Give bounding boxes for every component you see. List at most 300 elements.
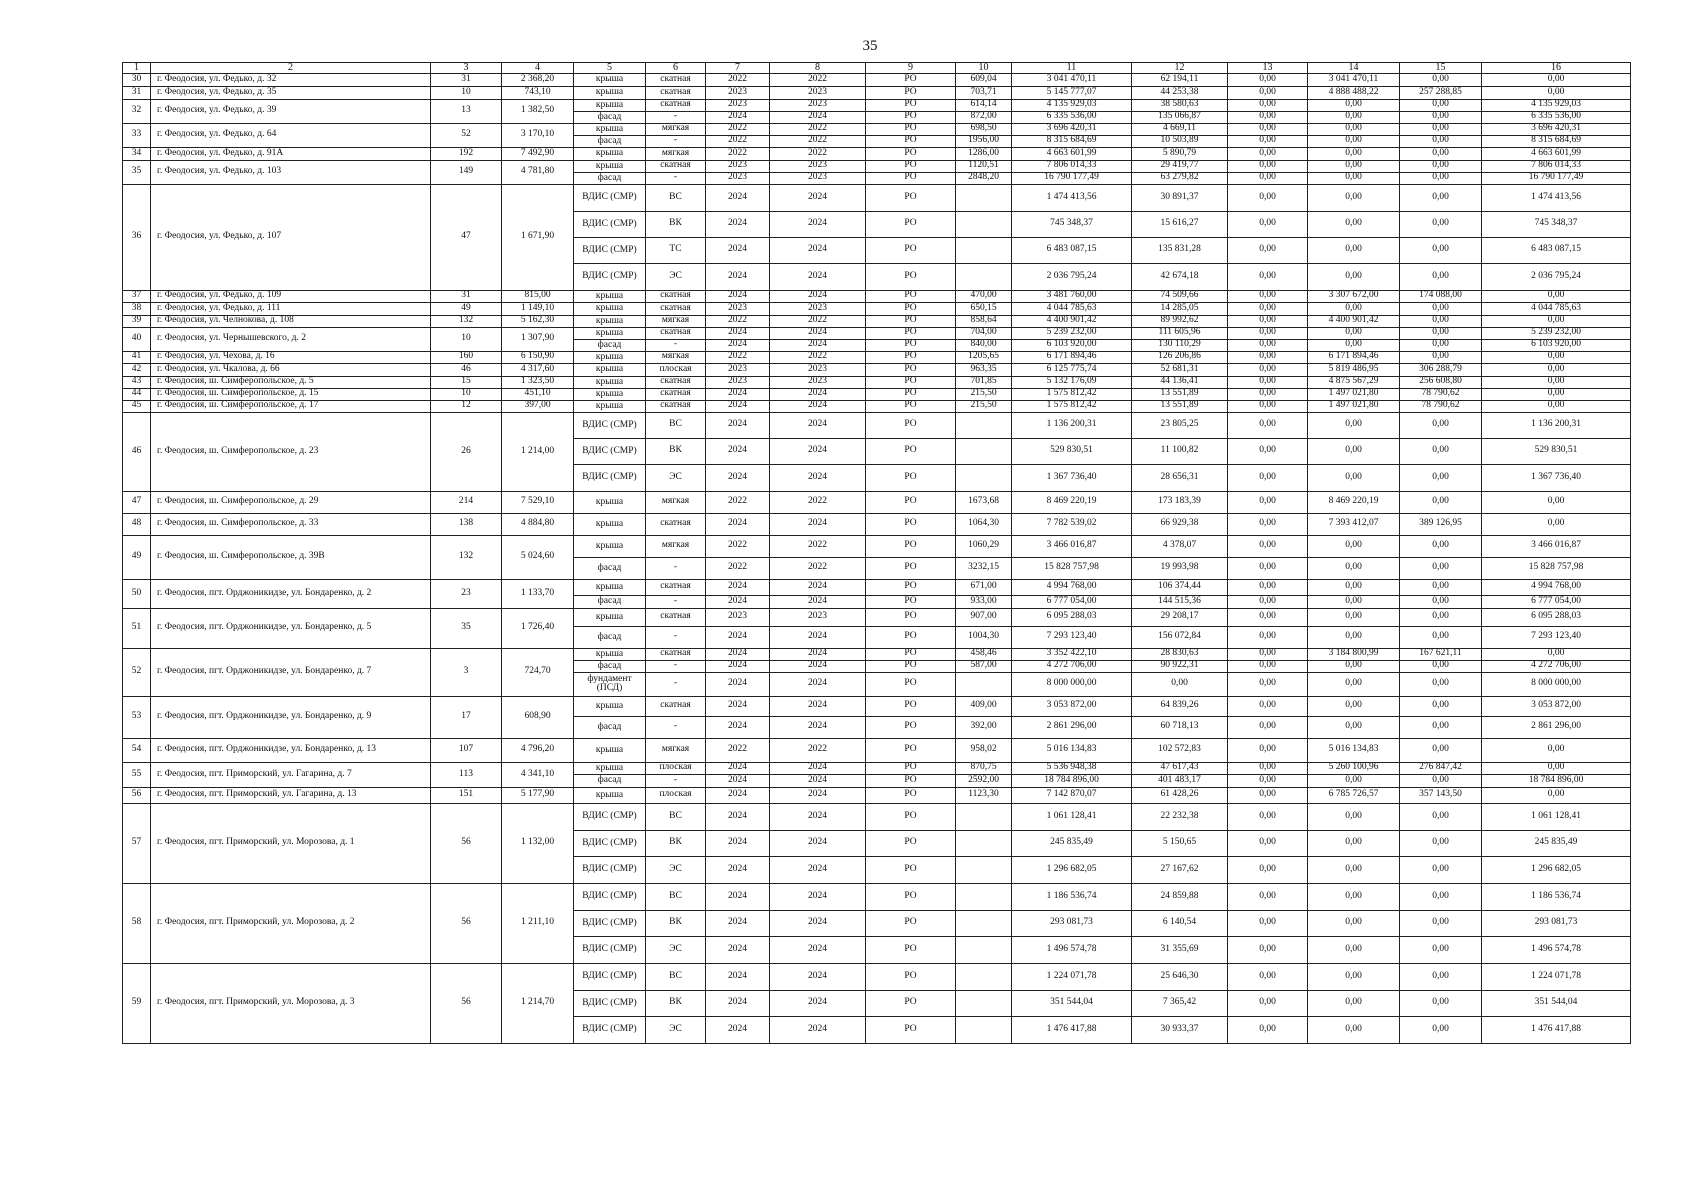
- year-done: 2022: [770, 738, 866, 762]
- fund-owners: 4 663 601,99: [1482, 147, 1631, 160]
- executor: РО: [866, 626, 956, 648]
- fund-federal: 0,00: [1228, 716, 1308, 738]
- fund-federal: 0,00: [1228, 111, 1308, 123]
- fund-federal: 0,00: [1228, 263, 1308, 290]
- cost-total: 5 145 777,07: [1012, 86, 1132, 99]
- row-number: 36: [123, 184, 151, 290]
- cost-total: 7 782 539,02: [1012, 513, 1132, 535]
- row-number: 56: [123, 787, 151, 803]
- volume: 1673,68: [956, 491, 1012, 513]
- executor: РО: [866, 595, 956, 608]
- cost-per-unit: 29 208,17: [1132, 608, 1228, 626]
- executor: РО: [866, 147, 956, 160]
- work-subtype: ЭС: [646, 936, 706, 963]
- year-done: 2024: [770, 464, 866, 491]
- cost-per-unit: 47 617,43: [1132, 762, 1228, 774]
- fund-federal: 0,00: [1228, 438, 1308, 464]
- cost-total: 1 575 812,42: [1012, 400, 1132, 412]
- table-row: [123, 696, 1631, 716]
- fund-regional: 0,00: [1308, 147, 1400, 160]
- column-number-6: 6: [646, 63, 706, 74]
- executor: РО: [866, 327, 956, 339]
- cost-per-unit: 62 194,11: [1132, 73, 1228, 86]
- work-type: ВДИС (СМР): [574, 856, 646, 883]
- cost-per-unit: 74 509,66: [1132, 290, 1228, 302]
- house-address: г. Феодосия, ул. Федько, д. 107: [151, 184, 431, 290]
- column-number-7: 7: [706, 63, 770, 74]
- fund-owners: 2 861 296,00: [1482, 716, 1631, 738]
- house-area: 743,10: [502, 86, 574, 99]
- year-done: 2024: [770, 327, 866, 339]
- fund-local: 0,00: [1400, 412, 1482, 438]
- cost-per-unit: 11 100,82: [1132, 438, 1228, 464]
- cost-per-unit: 23 805,25: [1132, 412, 1228, 438]
- fund-local: 0,00: [1400, 237, 1482, 263]
- fund-regional: 6 171 894,46: [1308, 351, 1400, 363]
- executor: РО: [866, 290, 956, 302]
- fund-federal: 0,00: [1228, 626, 1308, 648]
- executor: РО: [866, 400, 956, 412]
- row-number: 48: [123, 513, 151, 535]
- executor: РО: [866, 135, 956, 147]
- volume: 1286,00: [956, 147, 1012, 160]
- house-address: г. Феодосия, ш. Симферопольское, д. 33: [151, 513, 431, 535]
- work-subtype: скатная: [646, 648, 706, 660]
- volume: 587,00: [956, 660, 1012, 672]
- volume: 933,00: [956, 595, 1012, 608]
- volume: 671,00: [956, 579, 1012, 595]
- fund-federal: 0,00: [1228, 135, 1308, 147]
- cost-total: 5 536 948,38: [1012, 762, 1132, 774]
- cost-total: 1 224 071,78: [1012, 963, 1132, 990]
- cost-per-unit: 28 830,63: [1132, 648, 1228, 660]
- year-plan: 2024: [706, 910, 770, 936]
- fund-owners: 8 315 684,69: [1482, 135, 1631, 147]
- fund-regional: 0,00: [1308, 237, 1400, 263]
- fund-federal: 0,00: [1228, 363, 1308, 376]
- fund-local: 0,00: [1400, 1016, 1482, 1043]
- work-subtype: скатная: [646, 513, 706, 535]
- column-number-8: 8: [770, 63, 866, 74]
- fund-owners: 15 828 757,98: [1482, 557, 1631, 579]
- house-address: г. Феодосия, ул. Федько, д. 35: [151, 86, 431, 99]
- executor: РО: [866, 990, 956, 1016]
- work-subtype: скатная: [646, 696, 706, 716]
- work-subtype: скатная: [646, 99, 706, 111]
- year-done: 2024: [770, 787, 866, 803]
- fund-owners: 1 367 736,40: [1482, 464, 1631, 491]
- volume: 963,35: [956, 363, 1012, 376]
- capital-repair-table: [122, 62, 1631, 1044]
- cost-per-unit: 44 136,41: [1132, 376, 1228, 388]
- house-address: г. Феодосия, пгт. Приморский, ул. Гагарина, д. 13: [151, 787, 431, 803]
- fund-regional: 7 393 412,07: [1308, 513, 1400, 535]
- year-done: 2024: [770, 696, 866, 716]
- cost-total: 4 400 901,42: [1012, 315, 1132, 327]
- cost-total: 6 103 920,00: [1012, 339, 1132, 351]
- year-done: 2024: [770, 626, 866, 648]
- year-done: 2023: [770, 302, 866, 315]
- fund-regional: 0,00: [1308, 184, 1400, 211]
- executor: РО: [866, 774, 956, 787]
- table-row: [123, 363, 1631, 376]
- apartments-count: 132: [431, 315, 502, 327]
- table-row: [123, 803, 1631, 830]
- fund-owners: 5 239 232,00: [1482, 327, 1631, 339]
- fund-federal: 0,00: [1228, 1016, 1308, 1043]
- executor: РО: [866, 883, 956, 910]
- volume: 698,50: [956, 123, 1012, 135]
- fund-federal: 0,00: [1228, 910, 1308, 936]
- house-address: г. Феодосия, ул. Федько, д. 91А: [151, 147, 431, 160]
- table-row: [123, 73, 1631, 86]
- apartments-count: 56: [431, 803, 502, 883]
- table-row: [123, 963, 1631, 990]
- fund-owners: 0,00: [1482, 400, 1631, 412]
- volume: [956, 963, 1012, 990]
- year-plan: 2024: [706, 513, 770, 535]
- fund-local: 0,00: [1400, 160, 1482, 172]
- executor: РО: [866, 1016, 956, 1043]
- fund-owners: 1 296 682,05: [1482, 856, 1631, 883]
- row-number: 46: [123, 412, 151, 491]
- year-plan: 2022: [706, 73, 770, 86]
- volume: [956, 936, 1012, 963]
- cost-total: 15 828 757,98: [1012, 557, 1132, 579]
- row-number: 55: [123, 762, 151, 787]
- table-row: [123, 648, 1631, 660]
- work-subtype: -: [646, 660, 706, 672]
- cost-per-unit: 61 428,26: [1132, 787, 1228, 803]
- house-area: 7 529,10: [502, 491, 574, 513]
- cost-total: 529 830,51: [1012, 438, 1132, 464]
- fund-local: 357 143,50: [1400, 787, 1482, 803]
- fund-federal: 0,00: [1228, 302, 1308, 315]
- fund-federal: 0,00: [1228, 762, 1308, 774]
- fund-owners: 6 095 288,03: [1482, 608, 1631, 626]
- work-type: крыша: [574, 147, 646, 160]
- cost-per-unit: 19 993,98: [1132, 557, 1228, 579]
- apartments-count: 26: [431, 412, 502, 491]
- fund-local: 78 790,62: [1400, 388, 1482, 400]
- cost-total: 2 861 296,00: [1012, 716, 1132, 738]
- volume: 907,00: [956, 608, 1012, 626]
- cost-per-unit: 13 551,89: [1132, 388, 1228, 400]
- year-plan: 2024: [706, 464, 770, 491]
- volume: 958,02: [956, 738, 1012, 762]
- work-subtype: -: [646, 716, 706, 738]
- cost-per-unit: 38 580,63: [1132, 99, 1228, 111]
- row-number: 42: [123, 363, 151, 376]
- fund-local: 0,00: [1400, 111, 1482, 123]
- column-number-4: 4: [502, 63, 574, 74]
- work-subtype: скатная: [646, 376, 706, 388]
- fund-owners: 7 806 014,33: [1482, 160, 1631, 172]
- year-plan: 2022: [706, 738, 770, 762]
- volume: 1956,00: [956, 135, 1012, 147]
- fund-owners: 293 081,73: [1482, 910, 1631, 936]
- column-number-10: 10: [956, 63, 1012, 74]
- house-address: г. Феодосия, ш. Симферопольское, д. 17: [151, 400, 431, 412]
- fund-federal: 0,00: [1228, 86, 1308, 99]
- year-plan: 2024: [706, 388, 770, 400]
- fund-local: 0,00: [1400, 696, 1482, 716]
- cost-total: 4 135 929,03: [1012, 99, 1132, 111]
- cost-total: 3 481 760,00: [1012, 290, 1132, 302]
- year-plan: 2022: [706, 135, 770, 147]
- fund-owners: 0,00: [1482, 86, 1631, 99]
- fund-owners: 16 790 177,49: [1482, 172, 1631, 184]
- volume: 3232,15: [956, 557, 1012, 579]
- fund-owners: 0,00: [1482, 363, 1631, 376]
- executor: РО: [866, 787, 956, 803]
- fund-owners: 0,00: [1482, 290, 1631, 302]
- fund-local: 0,00: [1400, 626, 1482, 648]
- year-plan: 2024: [706, 803, 770, 830]
- volume: 458,46: [956, 648, 1012, 660]
- fund-owners: 0,00: [1482, 738, 1631, 762]
- fund-federal: 0,00: [1228, 412, 1308, 438]
- work-subtype: мягкая: [646, 535, 706, 557]
- fund-regional: 0,00: [1308, 774, 1400, 787]
- work-subtype: мягкая: [646, 123, 706, 135]
- work-subtype: ВС: [646, 883, 706, 910]
- work-subtype: ВС: [646, 803, 706, 830]
- house-area: 5 177,90: [502, 787, 574, 803]
- cost-per-unit: 13 551,89: [1132, 400, 1228, 412]
- cost-per-unit: 135 066,87: [1132, 111, 1228, 123]
- work-type: фасад: [574, 111, 646, 123]
- fund-regional: 0,00: [1308, 438, 1400, 464]
- table-body: [123, 73, 1631, 1043]
- cost-per-unit: 5 890,79: [1132, 147, 1228, 160]
- apartments-count: 10: [431, 388, 502, 400]
- fund-federal: 0,00: [1228, 400, 1308, 412]
- cost-per-unit: 90 922,31: [1132, 660, 1228, 672]
- row-number: 40: [123, 327, 151, 351]
- fund-federal: 0,00: [1228, 160, 1308, 172]
- cost-total: 4 272 706,00: [1012, 660, 1132, 672]
- cost-per-unit: 52 681,31: [1132, 363, 1228, 376]
- executor: РО: [866, 99, 956, 111]
- fund-local: 0,00: [1400, 438, 1482, 464]
- fund-federal: 0,00: [1228, 535, 1308, 557]
- house-address: г. Феодосия, пгт. Орджоникидзе, ул. Бондаренко, д. 13: [151, 738, 431, 762]
- volume: 470,00: [956, 290, 1012, 302]
- apartments-count: 56: [431, 883, 502, 963]
- house-area: 5 162,30: [502, 315, 574, 327]
- year-plan: 2023: [706, 376, 770, 388]
- column-number-row: [123, 63, 1631, 74]
- executor: РО: [866, 237, 956, 263]
- executor: РО: [866, 608, 956, 626]
- house-address: г. Феодосия, пгт. Орджоникидзе, ул. Бондаренко, д. 7: [151, 648, 431, 696]
- year-plan: 2022: [706, 535, 770, 557]
- executor: РО: [866, 160, 956, 172]
- work-subtype: -: [646, 557, 706, 579]
- page-number: 35: [862, 38, 878, 54]
- cost-per-unit: 66 929,38: [1132, 513, 1228, 535]
- apartments-count: 12: [431, 400, 502, 412]
- fund-local: 0,00: [1400, 557, 1482, 579]
- work-subtype: скатная: [646, 86, 706, 99]
- volume: 609,04: [956, 73, 1012, 86]
- house-area: 4 341,10: [502, 762, 574, 787]
- volume: 701,85: [956, 376, 1012, 388]
- work-subtype: ВК: [646, 830, 706, 856]
- work-type: фасад: [574, 595, 646, 608]
- volume: 1205,65: [956, 351, 1012, 363]
- work-subtype: ВС: [646, 412, 706, 438]
- work-type: фасад: [574, 172, 646, 184]
- table-row: [123, 315, 1631, 327]
- work-subtype: ТС: [646, 237, 706, 263]
- fund-federal: 0,00: [1228, 774, 1308, 787]
- table-row: [123, 160, 1631, 172]
- fund-owners: 0,00: [1482, 315, 1631, 327]
- year-done: 2024: [770, 184, 866, 211]
- house-area: 608,90: [502, 696, 574, 738]
- year-plan: 2024: [706, 990, 770, 1016]
- executor: РО: [866, 172, 956, 184]
- house-address: г. Феодосия, ул. Чехова, д. 16: [151, 351, 431, 363]
- fund-federal: 0,00: [1228, 696, 1308, 716]
- volume: [956, 184, 1012, 211]
- cost-total: 1 186 536,74: [1012, 883, 1132, 910]
- executor: РО: [866, 302, 956, 315]
- cost-total: 4 663 601,99: [1012, 147, 1132, 160]
- year-done: 2024: [770, 412, 866, 438]
- fund-local: 0,00: [1400, 172, 1482, 184]
- year-plan: 2022: [706, 491, 770, 513]
- year-done: 2023: [770, 363, 866, 376]
- fund-owners: 1 224 071,78: [1482, 963, 1631, 990]
- work-subtype: ВК: [646, 438, 706, 464]
- volume: [956, 830, 1012, 856]
- fund-federal: 0,00: [1228, 738, 1308, 762]
- cost-total: 3 466 016,87: [1012, 535, 1132, 557]
- fund-regional: 1 497 021,80: [1308, 400, 1400, 412]
- fund-owners: 8 000 000,00: [1482, 672, 1631, 696]
- fund-regional: 0,00: [1308, 716, 1400, 738]
- fund-local: 0,00: [1400, 963, 1482, 990]
- work-subtype: скатная: [646, 608, 706, 626]
- row-number: 51: [123, 608, 151, 648]
- cost-per-unit: 106 374,44: [1132, 579, 1228, 595]
- work-type: ВДИС (СМР): [574, 1016, 646, 1043]
- year-plan: 2022: [706, 123, 770, 135]
- executor: РО: [866, 263, 956, 290]
- fund-regional: 0,00: [1308, 123, 1400, 135]
- volume: [956, 464, 1012, 491]
- cost-total: 6 335 536,00: [1012, 111, 1132, 123]
- fund-owners: 0,00: [1482, 513, 1631, 535]
- fund-local: 0,00: [1400, 716, 1482, 738]
- cost-total: 6 483 087,15: [1012, 237, 1132, 263]
- executor: РО: [866, 579, 956, 595]
- cost-total: 293 081,73: [1012, 910, 1132, 936]
- apartments-count: 23: [431, 579, 502, 608]
- house-area: 1 214,70: [502, 963, 574, 1043]
- fund-regional: 0,00: [1308, 464, 1400, 491]
- fund-regional: 0,00: [1308, 1016, 1400, 1043]
- table-row: [123, 579, 1631, 595]
- volume: [956, 990, 1012, 1016]
- year-done: 2023: [770, 160, 866, 172]
- fund-owners: 0,00: [1482, 648, 1631, 660]
- fund-owners: 245 835,49: [1482, 830, 1631, 856]
- row-number: 32: [123, 99, 151, 123]
- executor: РО: [866, 491, 956, 513]
- year-plan: 2024: [706, 400, 770, 412]
- cost-per-unit: 42 674,18: [1132, 263, 1228, 290]
- house-address: г. Феодосия, пгт. Орджоникидзе, ул. Бондаренко, д. 9: [151, 696, 431, 738]
- year-plan: 2023: [706, 99, 770, 111]
- apartments-count: 214: [431, 491, 502, 513]
- row-number: 58: [123, 883, 151, 963]
- cost-per-unit: 144 515,36: [1132, 595, 1228, 608]
- cost-total: 1 474 413,56: [1012, 184, 1132, 211]
- work-type: крыша: [574, 648, 646, 660]
- house-area: 2 368,20: [502, 73, 574, 86]
- fund-federal: 0,00: [1228, 388, 1308, 400]
- fund-local: 0,00: [1400, 135, 1482, 147]
- work-subtype: плоская: [646, 787, 706, 803]
- year-done: 2024: [770, 990, 866, 1016]
- year-done: 2024: [770, 579, 866, 595]
- cost-per-unit: 7 365,42: [1132, 990, 1228, 1016]
- fund-owners: 529 830,51: [1482, 438, 1631, 464]
- table-row: [123, 147, 1631, 160]
- house-address: г. Феодосия, ш. Симферопольское, д. 5: [151, 376, 431, 388]
- executor: РО: [866, 856, 956, 883]
- cost-per-unit: 401 483,17: [1132, 774, 1228, 787]
- fund-federal: 0,00: [1228, 315, 1308, 327]
- year-done: 2024: [770, 339, 866, 351]
- cost-total: 3 053 872,00: [1012, 696, 1132, 716]
- row-number: 47: [123, 491, 151, 513]
- fund-local: 389 126,95: [1400, 513, 1482, 535]
- house-address: г. Феодосия, ул. Федько, д. 111: [151, 302, 431, 315]
- executor: РО: [866, 535, 956, 557]
- table-header: [123, 63, 1631, 74]
- volume: 704,00: [956, 327, 1012, 339]
- volume: 2592,00: [956, 774, 1012, 787]
- cost-total: 351 544,04: [1012, 990, 1132, 1016]
- fund-federal: 0,00: [1228, 351, 1308, 363]
- fund-regional: 0,00: [1308, 172, 1400, 184]
- fund-regional: 0,00: [1308, 608, 1400, 626]
- table-row: [123, 388, 1631, 400]
- fund-regional: 0,00: [1308, 535, 1400, 557]
- table-row: [123, 86, 1631, 99]
- apartments-count: 31: [431, 290, 502, 302]
- apartments-count: 3: [431, 648, 502, 696]
- cost-per-unit: 24 859,88: [1132, 883, 1228, 910]
- year-done: 2022: [770, 73, 866, 86]
- table-row: [123, 738, 1631, 762]
- year-plan: 2024: [706, 660, 770, 672]
- year-plan: 2023: [706, 363, 770, 376]
- year-done: 2024: [770, 716, 866, 738]
- work-type: фасад: [574, 557, 646, 579]
- fund-local: 0,00: [1400, 535, 1482, 557]
- volume: 1004,30: [956, 626, 1012, 648]
- fund-local: 276 847,42: [1400, 762, 1482, 774]
- year-plan: 2024: [706, 856, 770, 883]
- work-subtype: -: [646, 135, 706, 147]
- house-address: г. Феодосия, ул. Чернышевского, д. 2: [151, 327, 431, 351]
